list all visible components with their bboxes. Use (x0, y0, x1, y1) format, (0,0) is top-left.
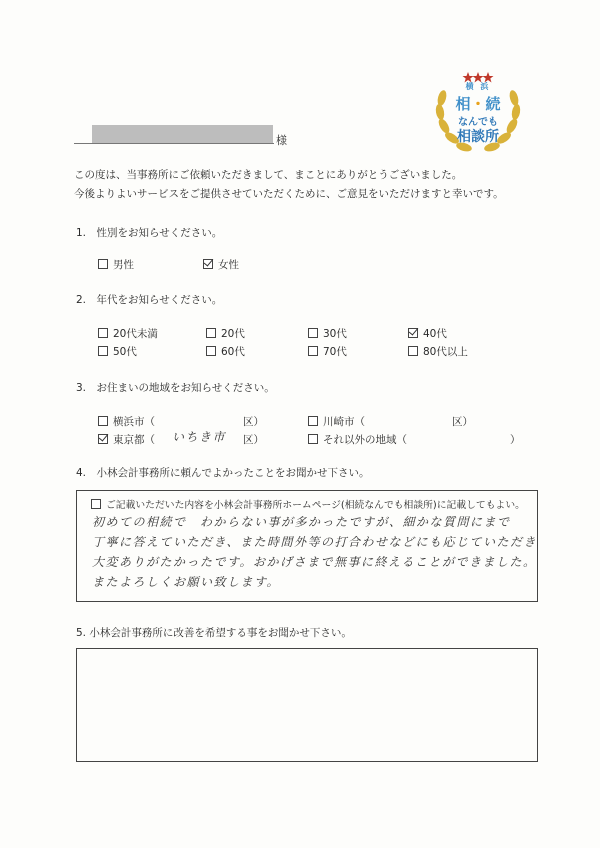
q2-option-under20[interactable]: 20代未満 (98, 326, 158, 341)
q1-option-female[interactable]: 女性 (203, 257, 239, 272)
q3-other-suffix: ） (510, 434, 521, 446)
checkbox-checked[interactable] (98, 434, 108, 444)
checkbox[interactable] (408, 346, 418, 356)
checkbox[interactable] (98, 346, 108, 356)
intro-line-2: 今後よりよいサービスをご提供させていただくために、ご意見をいただけますと幸いです。 (74, 188, 504, 200)
q3-kawasaki-suffix: 区） (452, 416, 473, 428)
q2-option-80plus[interactable]: 80代以上 (408, 344, 468, 359)
q4-consent[interactable]: ご記載いただいた内容を小林会計事務所ホームページ(相続なんでも相談所)に記載してもよい。 (91, 497, 525, 511)
q1-option-male[interactable]: 男性 (98, 257, 134, 272)
q2-option-60s[interactable]: 60代 (206, 344, 245, 359)
intro-line-1: この度は、当事務所にご依頼いただきまして、まことにありがとうございました。 (74, 169, 463, 181)
q2-option-50s[interactable]: 50代 (98, 344, 137, 359)
checkbox[interactable] (308, 346, 318, 356)
q2-option-40s[interactable]: 40代 (408, 326, 447, 341)
q3-option-yokohama[interactable]: 横浜市（ (98, 414, 155, 429)
office-logo (430, 68, 526, 164)
checkbox[interactable] (308, 434, 318, 444)
checkbox[interactable] (308, 328, 318, 338)
checkbox-checked[interactable] (408, 328, 418, 338)
checkbox[interactable] (98, 416, 108, 426)
q4-answer-line-2: 丁寧に答えていただき、また時間外等の打合わせなどにも応じていただき (92, 535, 538, 549)
q4-answer-line-4: またよろしくお願い致します。 (92, 575, 281, 589)
logo-main-accent: ・ (470, 95, 486, 113)
logo-top-text: 横 浜 (465, 82, 491, 91)
q2-option-20s[interactable]: 20代 (206, 326, 245, 341)
honorific: 様 (276, 134, 287, 147)
checkbox[interactable] (206, 346, 216, 356)
checkbox[interactable] (206, 328, 216, 338)
q4-title: 4. 小林会計事務所に頼んでよかったことをお聞かせ下さい。 (76, 467, 370, 479)
logo-main-right: 続 (485, 95, 501, 113)
name-underline (74, 143, 274, 144)
q3-option-tokyo[interactable]: 東京都（ (98, 432, 155, 447)
q3-tokyo-handwritten-city[interactable]: いちき市 (172, 430, 227, 444)
q2-title: 2. 年代をお知らせください。 (76, 294, 223, 306)
redacted-name (92, 125, 273, 143)
q2-option-30s[interactable]: 30代 (308, 326, 347, 341)
logo-main-left: 相 (455, 95, 471, 113)
q3-title: 3. お住まいの地域をお知らせください。 (76, 382, 275, 394)
q5-answer-box[interactable] (76, 648, 538, 762)
q2-option-70s[interactable]: 70代 (308, 344, 347, 359)
checkbox[interactable] (98, 259, 108, 269)
logo-main-text (430, 93, 526, 114)
q5-title: 5. 小林会計事務所に改善を希望する事をお聞かせ下さい。 (76, 627, 352, 639)
q3-yokohama-suffix: 区） (243, 416, 264, 428)
q3-option-other[interactable]: それ以外の地域（ (308, 432, 407, 447)
q4-answer-line-1: 初めての相続で わからない事が多かったですが、細かな質問にまで (92, 515, 511, 529)
checkbox-checked[interactable] (203, 259, 213, 269)
checkbox[interactable] (98, 328, 108, 338)
checkbox[interactable] (91, 499, 101, 509)
logo-bottom-text: 相談所 (457, 129, 499, 145)
logo-sub-text: なんでも (458, 117, 498, 128)
q3-option-kawasaki[interactable]: 川崎市（ (308, 414, 365, 429)
checkbox[interactable] (308, 416, 318, 426)
q1-title: 1. 性別をお知らせください。 (76, 227, 223, 239)
q4-answer-line-3: 大変ありがたかったです。おかげさまで無事に終えることができました。 (92, 555, 537, 569)
q3-tokyo-suffix: 区） (243, 434, 264, 446)
